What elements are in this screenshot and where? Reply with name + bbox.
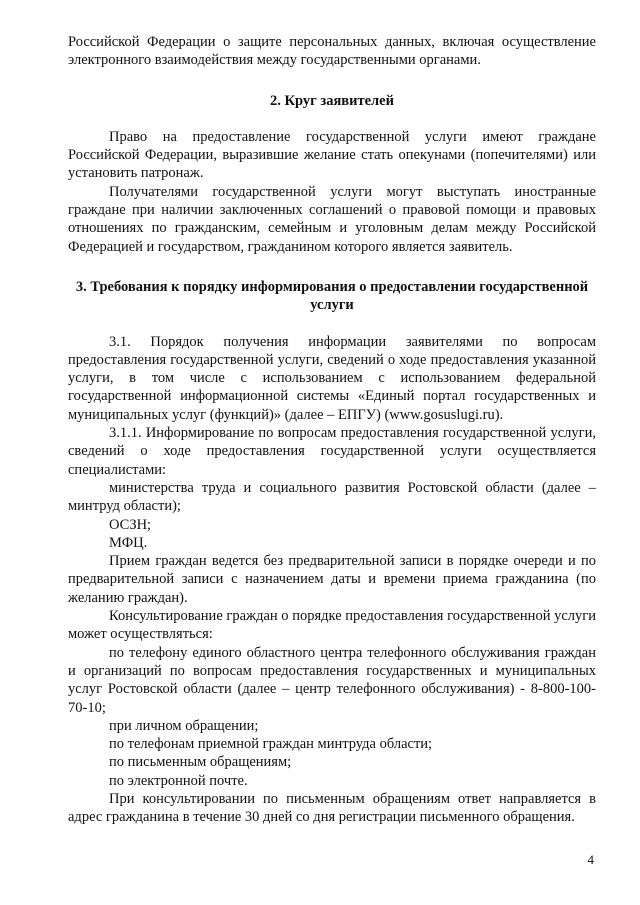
paragraph: 3.1. Порядок получения информации заявителями по вопросам предоставления государственной услуги, сведений о ходе предоставления указанной услуги, в том числе с использованием с использованием федеральной государственной информационной системы «Единый портал государственных и муниципальных услуг (функций)» (далее – ЕПГУ) (www.gosuslugi.ru).: [68, 333, 596, 423]
list-item: по электронной почте.: [109, 772, 248, 789]
list-item: при личном обращении;: [109, 717, 259, 734]
paragraph: Прием граждан ведется без предварительной записи в порядке очереди и по предварительной записи с назначением даты и времени приема гражданина (по желанию граждан).: [68, 553, 596, 606]
list-item: по телефону единого областного центра телефонного обслуживания граждан и организаций по вопросам предоставления государственных и муниципальных услуг Ростовской области (далее – центр телефонного обслуживания) - 8-800-100-70-10;: [68, 644, 596, 716]
list-item: по телефонам приемной граждан минтруда области;: [109, 736, 433, 753]
list-item: по письменным обращениям;: [109, 754, 292, 771]
section-heading-3: 3. Требования к порядку информирования о предоставлении государственной услуги: [75, 278, 589, 314]
paragraph-continuation: Российской Федерации о защите персональных данных, включая осуществление электронного взаимодействия между государственными органами.: [68, 34, 596, 69]
list-item: ОСЗН;: [109, 516, 152, 533]
list-item: МФЦ.: [109, 534, 148, 551]
paragraph: 3.1.1. Информирование по вопросам предоставления государственной услуги, сведений о ходе предоставления государственной услуги осуществляется специалистами:: [68, 425, 596, 478]
document-body: [68, 33, 596, 827]
section-heading-2: 2. Круг заявителей: [270, 92, 394, 109]
paragraph: Консультирование граждан о порядке предоставления государственной услуги может осуществляться:: [68, 608, 596, 643]
paragraph: Право на предоставление государственной услуги имеют граждане Российской Федерации, выразившие желание стать опекунами (попечителями) или установить патронаж.: [68, 128, 596, 182]
page-number: 4: [587, 852, 594, 867]
paragraph: При консультировании по письменным обращениям ответ направляется в адрес гражданина в течение 30 дней со дня регистрации письменного обращения.: [68, 790, 596, 826]
paragraph: Получателями государственной услуги могут выступать иностранные граждане при наличии заключенных соглашений о правовой помощи и правовых отношениях по гражданским, семейным и уголовным делам между Российской Федерацией и государством, гражданином которого является заявитель.: [68, 183, 596, 255]
list-item: министерства труда и социального развития Ростовской области (далее – минтруд области);: [68, 479, 596, 515]
